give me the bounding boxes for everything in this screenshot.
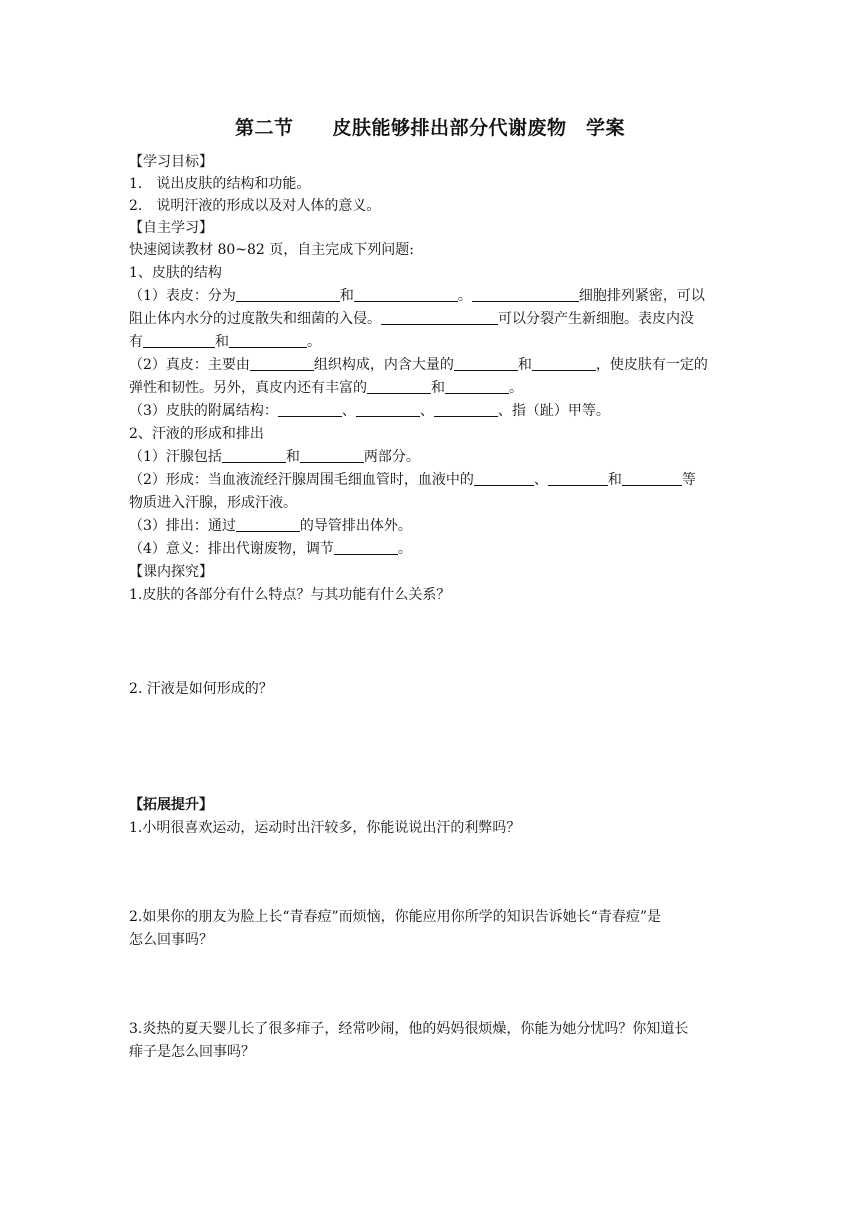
fill-blank[interactable] <box>222 448 286 463</box>
extend-question: 3.炎热的夏天婴儿长了很多痱子，经常吵闹，他的妈妈很烦燥，你能为她分忧吗？你知道长 <box>129 1021 689 1037</box>
explore-header: 【课内探究】 <box>129 564 213 580</box>
epidermis-line-3 <box>129 331 733 353</box>
connector-text: 。 <box>307 334 321 350</box>
explore-question: 1.皮肤的各部分有什么特点？与其功能有什么关系？ <box>129 587 451 603</box>
epidermis-text: （1）表皮：分为 <box>129 288 236 304</box>
appendages-text: 、指（趾）甲等。 <box>497 403 610 419</box>
epidermis-line-2 <box>129 308 733 330</box>
dermis-line-1 <box>129 354 733 376</box>
appendages-line <box>129 400 733 422</box>
connector-text: 和 <box>431 380 445 396</box>
fill-blank[interactable] <box>445 379 509 394</box>
sweat-meaning-line <box>129 538 733 560</box>
connector-text: 和 <box>607 472 622 488</box>
connector-text: 和 <box>339 288 354 304</box>
fill-blank[interactable] <box>356 402 420 417</box>
sweat-text: 两部分。 <box>363 449 420 465</box>
dermis-text: 弹性和韧性。另外，真皮内还有丰富的 <box>129 380 367 396</box>
page-title: 第二节 皮肤能够排出部分代谢废物 学案 <box>234 117 625 139</box>
goals-header: 【学习目标】 <box>129 154 213 170</box>
fill-blank[interactable] <box>354 287 458 302</box>
goal-item: 1． 说出皮肤的结构和功能。 <box>129 176 311 192</box>
epidermis-text: 阻止体内水分的过度散失和细菌的入侵。 <box>129 311 381 327</box>
self-study-header: 【自主学习】 <box>129 220 213 236</box>
sweat-formation-line-2: 物质进入汗腺，形成汗液。 <box>129 495 297 511</box>
fill-blank[interactable] <box>381 310 498 325</box>
sweat-text: （3）排出：通过 <box>129 518 236 534</box>
connector-text: 和 <box>215 334 229 350</box>
extend-header: 【拓展提升】 <box>129 797 213 813</box>
fill-blank[interactable] <box>229 333 307 348</box>
sweat-text: （4）意义：排出代谢废物，调节 <box>129 541 334 557</box>
dermis-text: （2）真皮：主要由 <box>129 357 250 373</box>
dermis-text: 组织构成，内含大量的 <box>313 357 454 373</box>
appendages-text: （3）皮肤的附属结构： <box>129 403 278 419</box>
fill-blank[interactable] <box>472 287 579 302</box>
sweat-text: 的导管排出体外。 <box>299 518 412 534</box>
epidermis-line-1 <box>129 285 733 307</box>
fill-blank[interactable] <box>334 540 398 555</box>
sweat-excretion-line <box>129 515 733 537</box>
fill-blank[interactable] <box>143 333 215 348</box>
sweat-text: （1）汗腺包括 <box>129 449 222 465</box>
epidermis-text: 可以分裂产生新细胞。表皮内没 <box>498 311 694 327</box>
section-sweat: 2、汗液的形成和排出 <box>129 426 264 442</box>
goal-item: 2． 说明汗液的形成以及对人体的意义。 <box>129 198 381 214</box>
self-study-intro: 快速阅读教材 80~82 页，自主完成下列问题: <box>129 242 414 258</box>
fill-blank[interactable] <box>454 356 518 371</box>
fill-blank[interactable] <box>236 287 340 302</box>
connector-text: 、 <box>533 472 548 488</box>
fill-blank[interactable] <box>278 402 342 417</box>
fill-blank[interactable] <box>434 402 498 417</box>
epidermis-text: 细胞排列紧密，可以 <box>578 288 705 304</box>
sweat-gland-line <box>129 446 733 468</box>
extend-question: 2.如果你的朋友为脸上长“青春痘”而烦恼，你能应用你所学的知识告诉她长“青春痘”是 <box>129 909 661 925</box>
dermis-text: ，使皮肤有一定的 <box>595 357 708 373</box>
connector-text: 。 <box>509 380 523 396</box>
fill-blank[interactable] <box>548 471 608 486</box>
connector-text: 和 <box>517 357 532 373</box>
fill-blank[interactable] <box>532 356 596 371</box>
connector-text: 、 <box>341 403 356 419</box>
explore-question: 2. 汗液是如何形成的？ <box>129 681 273 697</box>
extend-question-cont: 怎么回事吗？ <box>129 932 213 948</box>
sweat-text: 等 <box>681 472 696 488</box>
fill-blank[interactable] <box>300 448 364 463</box>
sweat-text: （2）形成：当血液流经汗腺周围毛细血管时，血液中的 <box>129 472 474 488</box>
extend-question: 1.小明很喜欢运动，运动时出汗较多，你能说说出汗的利弊吗？ <box>129 820 521 836</box>
connector-text: 和 <box>285 449 300 465</box>
connector-text: 。 <box>457 288 472 304</box>
fill-blank[interactable] <box>367 379 431 394</box>
fill-blank[interactable] <box>250 356 314 371</box>
fill-blank[interactable] <box>236 517 300 532</box>
fill-blank[interactable] <box>474 471 534 486</box>
sweat-formation-line-1 <box>129 469 733 491</box>
section-skin-structure: 1、皮肤的结构 <box>129 265 222 281</box>
connector-text: 、 <box>419 403 434 419</box>
dermis-line-2 <box>129 377 733 399</box>
fill-blank[interactable] <box>622 471 682 486</box>
extend-question-cont: 痱子是怎么回事吗？ <box>129 1044 255 1060</box>
epidermis-text: 有 <box>129 334 143 350</box>
connector-text: 。 <box>397 541 412 557</box>
